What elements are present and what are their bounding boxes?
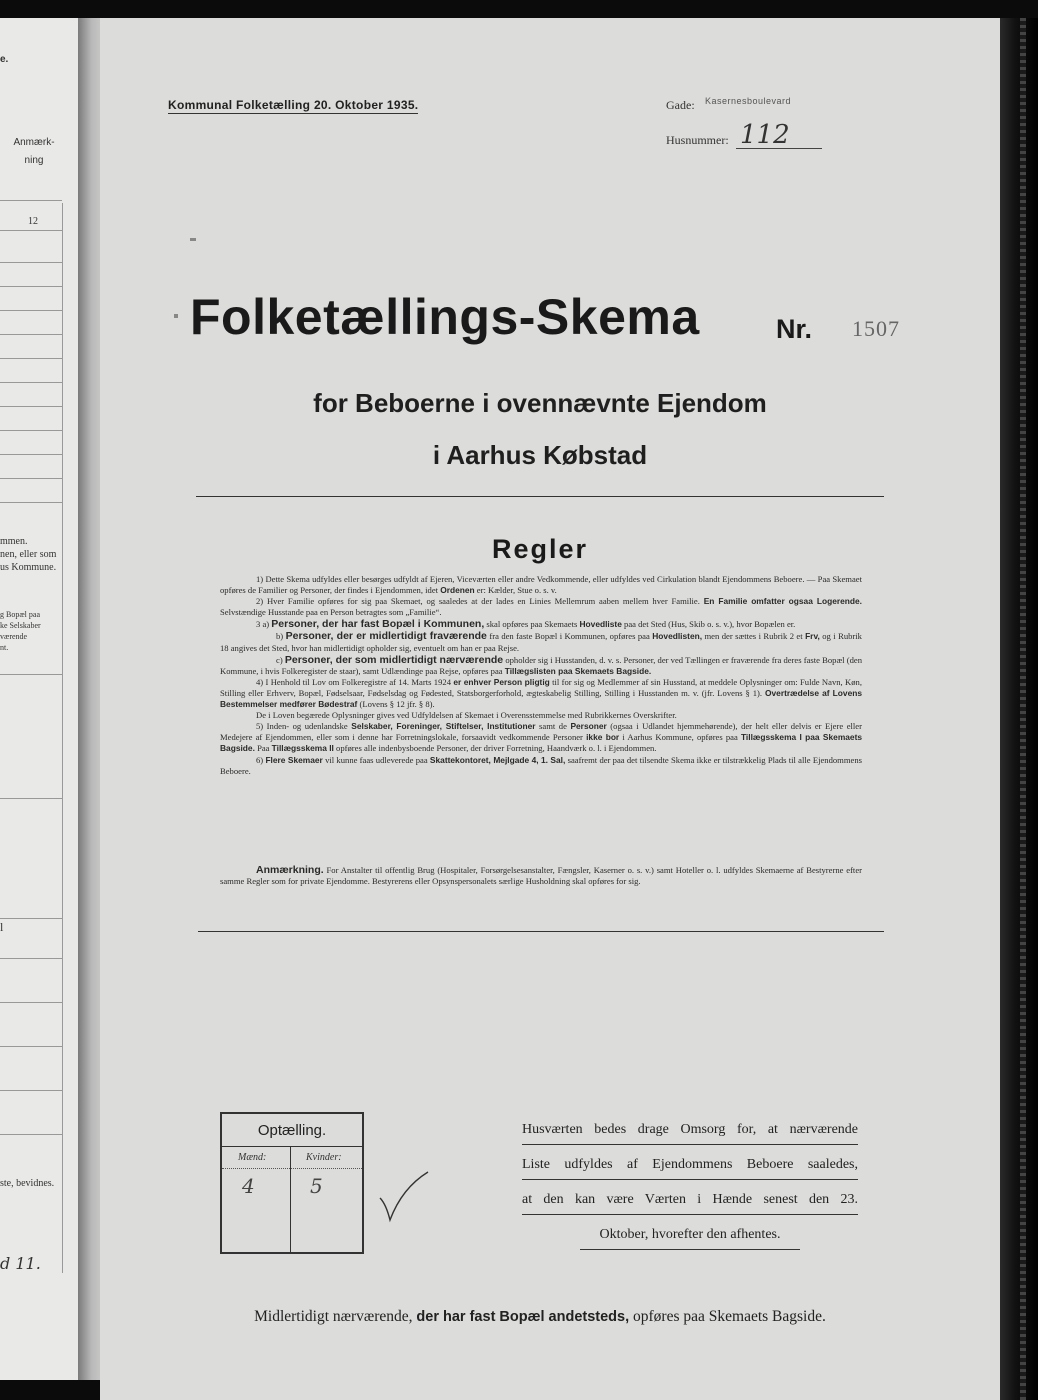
husnummer-value: 112 xyxy=(740,120,790,150)
left-page-fragment: nen, eller som xyxy=(0,549,57,560)
checkmark-icon xyxy=(378,1168,432,1224)
scan-speck xyxy=(174,314,178,318)
tally-women-label: Kvinder: xyxy=(306,1152,342,1163)
footer-note: Midlertidigt nærværende, der har fast Bopæl andetsteds, opføres paa Skemaets Bagside. xyxy=(254,1308,826,1325)
rule-6: 6) Flere Skemaer vil kunne faas udleverede paa Skattekontoret, Mejlgade 4, 1. Sal, saafremt der paa det tilsendte Skema ikke er tilstrækkelig Plads til alle Ejendommens Beboere. xyxy=(220,754,862,776)
tally-title: Optælling. xyxy=(257,1122,327,1139)
husnummer-label: Husnummer: xyxy=(666,133,729,147)
left-page-fragment: nt. xyxy=(0,643,9,652)
anmaerkning-note: Anmærkning. For Anstalter til offentlig Brug (Hospitaler, Forsørgelsesanstalter, Fængsler, Kaserner o. s. v.) samt Hoteller o. l. udfyldes Skemaerne af Bestyrerne efter samme Regler som for private Ejendomme. Bestyrerens eller Opsynspersonalets særlige Husholdning skal opføres for sig. xyxy=(220,864,863,887)
form-title: Folketællings-Skema xyxy=(190,289,700,345)
left-page-column-number: 12 xyxy=(28,216,38,227)
rule-4b: De i Loven begærede Oplysninger gives ved Udfyldelsen af Skemaet i Overensstemmelse med Rubrikkernes Overskrifter. xyxy=(256,710,677,721)
left-page-fragment: d 11. xyxy=(0,1254,41,1273)
left-page-fragment: værende xyxy=(0,632,28,641)
form-number-stamp: 1507 xyxy=(852,316,900,341)
tally-box xyxy=(220,1112,364,1254)
gade-value: Kasernesboulevard xyxy=(705,96,792,106)
rule-2: 2) Hver Familie opføres for sig paa Skemaet, og saaledes at der lades en Linies Mellemrum aaben mellem hver Familie. En Familie omfatter ogsaa Logerende. Selvstændige Husstande paa en Person betragtes som „Familie“. xyxy=(220,596,862,618)
rule-1: 1) Dette Skema udfyldes eller besørges udfyldt af Ejeren, Viceværten eller andre Vedkommende, eller udfyldes ved Cirkulation blandt Ejendommens Beboere. — Paa Skemaet opføres de Familier og Personer, der findes i Ejendommen, idet Ordenen er: Kælder, Stue o. s. v. xyxy=(220,574,862,596)
rule-3c: c) Personer, der som midlertidigt nærværende opholder sig i Husstanden, d. v. s. Personer, der ved Tællingen er fraværende fra deres faste Bopæl (den Kommune, i hvis Folkeregister de staar), samt Udlændinge paa Rejse, opføres paa Tillægslisten paa Skemaets Bagside. xyxy=(220,653,863,676)
left-page-anmaerkning-header: Anmærk- ning xyxy=(13,137,55,166)
left-page-fragment: us Kommune. xyxy=(0,562,57,573)
left-page-fragment: mmen. xyxy=(0,536,28,547)
scan-speck xyxy=(190,238,196,241)
left-page-fragment: g Bopæl paa xyxy=(0,610,40,619)
landlord-notice-line: at den kan være Værten i Hænde senest den 23. xyxy=(522,1186,858,1215)
left-page-fragment: ke Selskaber xyxy=(0,621,41,630)
rules-text xyxy=(220,574,862,777)
husnummer-underline xyxy=(736,148,822,149)
rule-3a: 3 a) Personer, der har fast Bopæl i Kommunen, skal opføres paa Skemaets Hovedliste paa det Sted (Hus, Skib o. s. v.), hvor Bopælen er. xyxy=(256,618,796,631)
tally-men-label: Mænd: xyxy=(238,1152,267,1163)
landlord-notice-line: Liste udfyldes af Ejendommens Beboere saaledes, xyxy=(522,1151,858,1180)
divider xyxy=(196,496,884,497)
left-page-fragment: l xyxy=(0,920,4,934)
census-form-page xyxy=(100,18,1000,1400)
tally-men-value: 4 xyxy=(242,1174,255,1198)
previous-page-strip xyxy=(0,18,80,1380)
gade-label: Gade: xyxy=(666,98,695,112)
left-page-fragment: ste, bevidnes. xyxy=(0,1178,55,1189)
anmaerkning-label: Anmærkning. xyxy=(256,864,324,876)
rule-5: 5) Inden- og udenlandske Selskaber, Foreninger, Stiftelser, Institutioner samt de Personer (ogsaa i Udlandet hjemmehørende), der helt eller delvis er Ejere eller Medejere af Ejendommen, eller som i denne har Forretningslokale, forsaavidt vedkommende Personer ikke bor i Aarhus Kommune, opføres paa Tillægsskema I paa Skemaets Bagside. Paa Tillægsskema II opføres alle indenbysboende Personer, der driver Forretning, Haandværk o. l. i Ejendommen. xyxy=(220,721,863,754)
form-subtitle-city: i Aarhus Købstad xyxy=(432,440,648,470)
form-subtitle: for Beboerne i ovennævnte Ejendom xyxy=(313,388,767,418)
landlord-notice-line: Husværten bedes drage Omsorg for, at nærværende xyxy=(522,1116,858,1145)
rules-heading: Regler xyxy=(491,534,589,564)
landlord-notice-line: Oktober, hvorefter den afhentes. xyxy=(580,1221,800,1250)
scan-edge xyxy=(1000,18,1038,1400)
census-header: Kommunal Folketælling 20. Oktober 1935. xyxy=(168,98,419,112)
rule-3b: b) Personer, der er midlertidigt fraværende fra den faste Bopæl i Kommunen, opføres paa Hovedlisten, men der sættes i Rubrik 2 et Frv, og i Rubrik 18 angives det Sted, hvor han midlertidigt opholder sig, eventuelt om han er paa Rejse. xyxy=(220,630,862,653)
left-page-heading-fragment: e. xyxy=(0,54,9,65)
rule-4: 4) I Henhold til Lov om Folkeregistre af 14. Marts 1924 er enhver Person pligtig til for sig og Medlemmer af sin Husstand, at meddele Oplysninger om: Fulde Navn, Køn, Stilling eller Erhverv, Bopæl, Fødselsaar, Fødselsdag og Fødested, Statsborgerforhold, ægteskabelig Stilling, Stilling i Husstanden m. v. (jfr. Lovens § 1). Overtrædelse af Lovens Bestemmelser medfører Bødestraf (Lovens § 12 jfr. § 8). xyxy=(220,676,862,710)
form-number-label: Nr. xyxy=(776,314,813,344)
landlord-notice xyxy=(522,1116,858,1256)
tally-women-value: 5 xyxy=(310,1174,323,1198)
divider xyxy=(198,931,884,932)
